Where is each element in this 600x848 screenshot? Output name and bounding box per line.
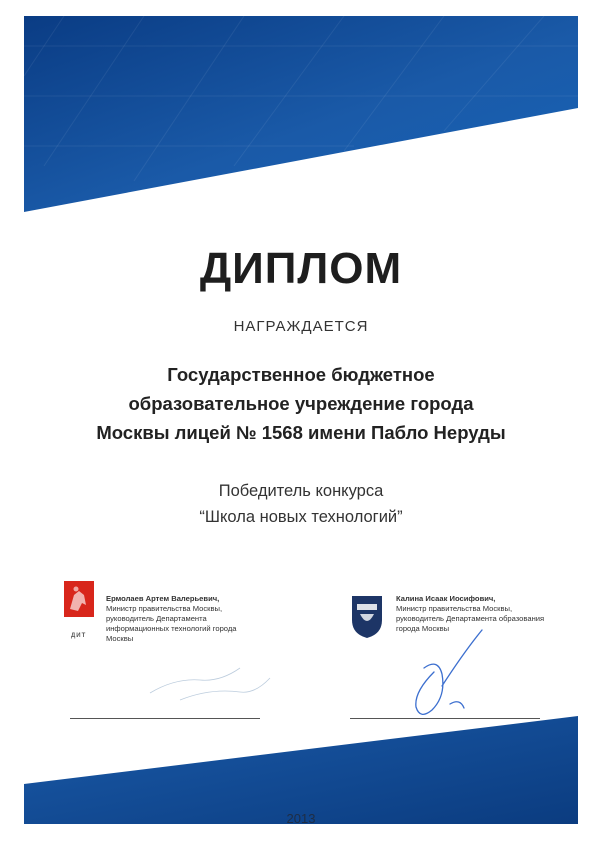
diploma-year: 2013 (286, 811, 316, 824)
bottom-blue-band (24, 716, 578, 824)
diploma-title: ДИПЛОМ (199, 244, 403, 293)
education-department-logo (350, 594, 384, 640)
moscow-coat-of-arms-logo (64, 581, 94, 629)
signer-post: Министр правительства Москвы, руководитель Департамента образования города Москвы (396, 604, 545, 633)
diploma-sheet (24, 16, 578, 824)
recipient-line: Москвы лицей № 1568 имени Пабло Неруды (96, 422, 506, 443)
top-blue-band (24, 16, 578, 212)
signer-post: Министр правительства Москвы, руководитель Департамента информационных технологий города Москвы (106, 604, 237, 643)
signature-right (394, 622, 504, 722)
winner-line: “Школа новых технологий” (199, 508, 403, 526)
recipient-name (24, 360, 578, 447)
awarded-label: НАГРАЖДАЕТСЯ (233, 318, 369, 335)
winner-line: Победитель конкурса (218, 482, 384, 500)
recipient-line: Государственное бюджетное (167, 364, 435, 385)
signature-line-right (350, 718, 540, 719)
winner-text (24, 478, 578, 530)
signer-name: Ермолаев Артем Валерьевич, (106, 594, 220, 603)
signer-name: Калина Исаак Иосифович, (396, 594, 496, 603)
dit-logo-text: ДИТ (71, 633, 87, 639)
signer-left (106, 594, 256, 644)
signature-line-left (70, 718, 260, 719)
signature-left (120, 638, 280, 718)
recipient-line: образовательное учреждение города (128, 393, 474, 414)
